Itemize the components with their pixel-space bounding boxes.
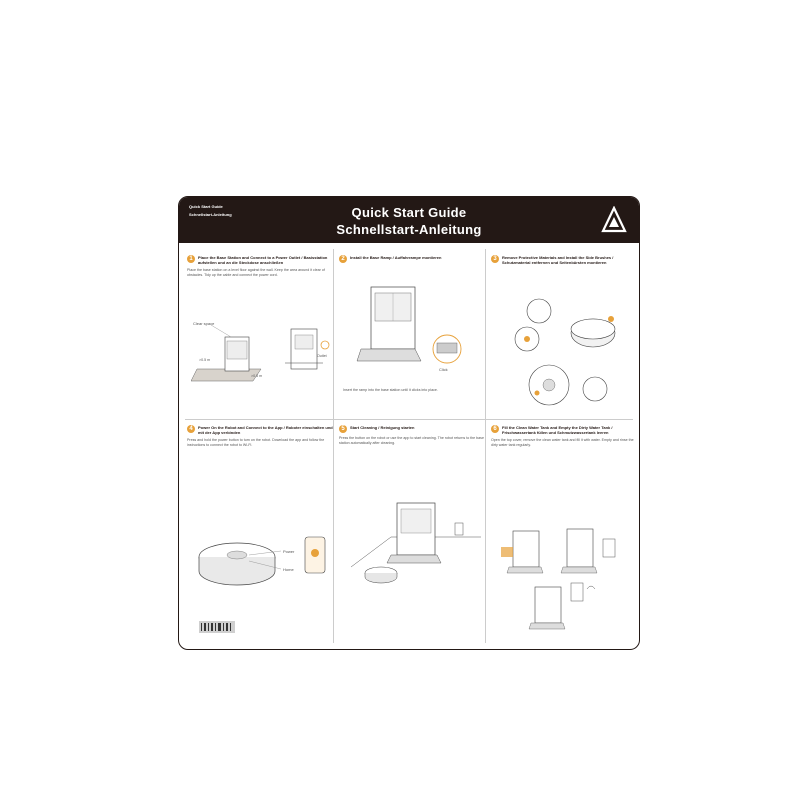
step-number: 5 — [339, 425, 347, 433]
section-2 — [339, 255, 487, 263]
header-bar — [179, 197, 639, 243]
section-body: Press the button on the robot or use the app to start cleaning. The robot returns to the base station automatically after cleaning. — [339, 436, 484, 445]
section-4 — [187, 425, 335, 447]
section-title: Power On the Robot and Connect to the App / Roboter einschalten und mit der App verbinden — [198, 425, 333, 435]
brand-logo-icon — [601, 206, 627, 234]
section-title: Place the Base Station and Connect to a Power Outlet / Basisstation aufstellen und an die Steckdose anschließen — [198, 255, 328, 265]
title-german: Schnellstart-Anleitung — [336, 222, 482, 237]
step-number: 3 — [491, 255, 499, 263]
section-title: Fill the Clean Water Tank and Empty the Dirty Water Tank / Frischwassertank füllen und Schmutzwassertank leeren — [502, 425, 613, 435]
start-cleaning-illustration — [351, 497, 481, 597]
callout-power: Power — [283, 549, 295, 554]
callout-click: Click — [439, 367, 448, 372]
step-number: 2 — [339, 255, 347, 263]
title-english: Quick Start Guide — [351, 205, 467, 220]
base-station-placement-illustration — [191, 315, 331, 385]
step-number: 1 — [187, 255, 195, 263]
section-title: Install the Base Ramp / Auffahrrampe montieren — [350, 255, 442, 260]
water-tank-illustration — [497, 525, 631, 635]
callout-outlet: Outlet — [317, 354, 327, 358]
section-body: Open the top cover, remove the clean water tank and fill it with water. Empty and rinse the dirty water tank regularly. — [491, 438, 634, 447]
robot-power-on-illustration — [193, 527, 333, 597]
step-number: 6 — [491, 425, 499, 433]
callout-home: Home — [283, 567, 294, 572]
section-6 — [491, 425, 639, 447]
section-1 — [187, 255, 335, 277]
step-number: 4 — [187, 425, 195, 433]
ramp-install-illustration — [351, 279, 481, 379]
side-brush-illustration — [499, 289, 629, 409]
header-left-line-1: Quick Start Guide — [189, 204, 223, 209]
callout-distance-front: >0.5 m — [251, 374, 263, 378]
row-divider — [185, 419, 633, 420]
section-title: Remove Protective Materials and Install the Side Brushes / Schutzmaterial entfernen und Seitenbürsten montieren — [502, 255, 614, 265]
callout-clear-space: Clear space — [193, 321, 215, 326]
section-5 — [339, 425, 487, 445]
section-title: Start Cleaning / Reinigung starten — [350, 425, 415, 430]
header-left-line-2: Schnellstart-Anleitung — [189, 211, 232, 217]
barcode-icon — [199, 621, 235, 633]
section-2-body: Insert the ramp into the base station until it clicks into place. — [343, 388, 438, 392]
column-divider-2 — [485, 249, 486, 643]
quick-start-guide-card — [178, 196, 640, 650]
callout-distance-left: >0.5 m — [199, 358, 211, 362]
section-body: Place the base station on a level floor against the wall. Keep the area around it clear of obstacles. Tidy up the cable and connect the power cord. — [187, 268, 325, 277]
section-body: Press and hold the power button to turn on the robot. Download the app and follow the instructions to connect the robot to Wi-Fi. — [187, 438, 325, 447]
section-3 — [491, 255, 639, 265]
